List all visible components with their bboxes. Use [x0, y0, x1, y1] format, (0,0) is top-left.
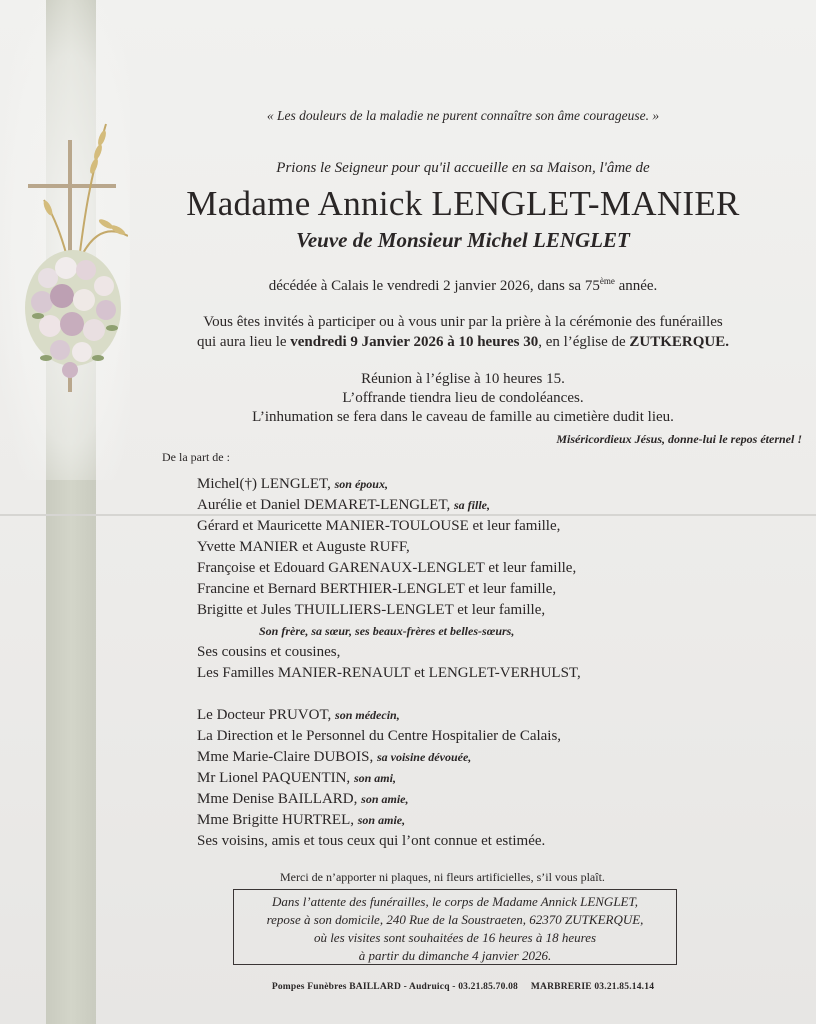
funeral-home-footer: Pompes Funèbres BAILLARD - Audruicq - 03.21.85.70.08 MARBRERIE 03.21.85.14.14 — [271, 982, 655, 992]
meeting-line: L’offrande tiendra lieu de condoléances. — [342, 390, 584, 406]
mourner-name: Mr Lionel PAQUENTIN, — [197, 770, 354, 786]
list-item — [197, 747, 581, 768]
visitation-line: Dans l’attente des funérailles, le corps de Madame Annick LENGLET, — [272, 894, 638, 909]
list-item — [197, 474, 581, 495]
ceremony-invitation — [110, 312, 816, 352]
death-superscript: ème — [599, 276, 615, 286]
invitation-line2 — [110, 332, 816, 352]
list-item — [197, 579, 581, 600]
list-item — [197, 768, 581, 789]
mourner-role: son amie, — [361, 792, 409, 806]
visitation-line: repose à son domicile, 240 Rue de la Soustraeten, 62370 ZUTKERQUE, — [266, 912, 644, 927]
meeting-info — [110, 370, 816, 427]
list-item — [197, 537, 581, 558]
visitation-line: à partir du dimanche 4 janvier 2026. — [358, 948, 552, 963]
mourner-name: Mme Denise BAILLARD, — [197, 791, 362, 807]
mourner-name: Mme Marie-Claire DUBOIS, — [197, 749, 377, 765]
list-item — [197, 600, 581, 621]
mourner-name: Gérard et Mauricette MANIER-TOULOUSE et leur famille, — [197, 518, 561, 534]
mourner-role: son médecin, — [335, 708, 400, 722]
mourner-role: son amie, — [357, 813, 406, 827]
mourners-list — [197, 474, 581, 852]
no-flowers-note: Merci de n’apporter ni plaques, ni fleurs artificielles, s’il vous plaît. — [280, 870, 605, 884]
list-item — [197, 831, 581, 852]
list-item — [197, 789, 581, 810]
invitation-line1: Vous êtes invités à participer ou à vous unir par la prière à la cérémonie des funérailles — [203, 314, 723, 330]
list-item — [197, 558, 581, 579]
mourner-role: son ami, — [353, 771, 396, 785]
death-announcement — [110, 276, 816, 295]
siblings-note: Son frère, sa sœur, ses beaux-frères et belles-sœurs, — [259, 624, 515, 638]
mourner-name: Françoise et Edouard GARENAUX-LENGLET et leur famille, — [197, 560, 577, 576]
list-item — [197, 726, 581, 747]
visitation-box — [233, 889, 677, 965]
death-suffix: année. — [614, 278, 658, 294]
invitation-middle: , en l’église de — [538, 334, 630, 350]
meeting-line: Réunion à l’église à 10 heures 15. — [361, 371, 565, 387]
list-item — [197, 516, 581, 537]
mourner-name: Francine et Bernard BERTHIER-LENGLET et leur famille, — [197, 581, 557, 597]
mourner-name: La Direction et le Personnel du Centre Hospitalier de Calais, — [197, 728, 562, 744]
mourner-name: Ses voisins, amis et tous ceux qui l’ont connue et estimée. — [197, 833, 546, 849]
mourner-name: Michel(†) LENGLET, — [197, 476, 335, 492]
mourner-name: Le Docteur PRUVOT, — [197, 707, 336, 723]
widow-of: Veuve de Monsieur Michel LENGLET — [296, 228, 630, 252]
mourner-name: Mme Brigitte HURTREL, — [197, 812, 358, 828]
spacer — [197, 684, 581, 705]
list-item — [197, 705, 581, 726]
mourner-name: Aurélie et Daniel DEMARET-LENGLET, — [197, 497, 455, 513]
list-item: Ses cousins et cousines, — [197, 644, 341, 660]
meeting-line: L’inhumation se fera dans le caveau de famille au cimetière dudit lieu. — [252, 409, 674, 425]
ceremony-date: vendredi 9 Janvier 2026 à 10 heures 30 — [290, 334, 539, 350]
list-item: Les Familles MANIER-RENAULT et LENGLET-VERHULST, — [197, 665, 581, 681]
mourner-name: Yvette MANIER et Auguste RUFF, — [197, 539, 410, 555]
mourner-role: sa voisine dévouée, — [376, 750, 472, 764]
visitation-line: où les visites sont souhaitées de 16 heures à 18 heures — [313, 930, 597, 945]
mourner-role: sa fille, — [454, 498, 491, 512]
prayer-intro: Prions le Seigneur pour qu'il accueille en sa Maison, l'âme de — [276, 160, 650, 176]
death-text: décédée à Calais le vendredi 2 janvier 2026, dans sa 75 — [268, 278, 600, 294]
list-item — [197, 810, 581, 831]
deceased-name: Madame Annick LENGLET-MANIER — [186, 184, 740, 223]
mourner-role: son époux, — [334, 477, 388, 491]
flower-bouquet-icon — [25, 250, 121, 378]
quote: « Les douleurs de la maladie ne purent connaître son âme courageuse. » — [266, 108, 660, 123]
closing-prayer: Miséricordieux Jésus, donne-lui le repos éternel ! — [556, 432, 802, 446]
list-item — [197, 495, 581, 516]
mourner-name: Brigitte et Jules THUILLIERS-LENGLET et leur famille, — [197, 602, 546, 618]
from-label: De la part de : — [162, 450, 230, 464]
invitation-prefix: qui aura lieu le — [196, 334, 291, 350]
ceremony-place: ZUTKERQUE. — [629, 334, 730, 350]
